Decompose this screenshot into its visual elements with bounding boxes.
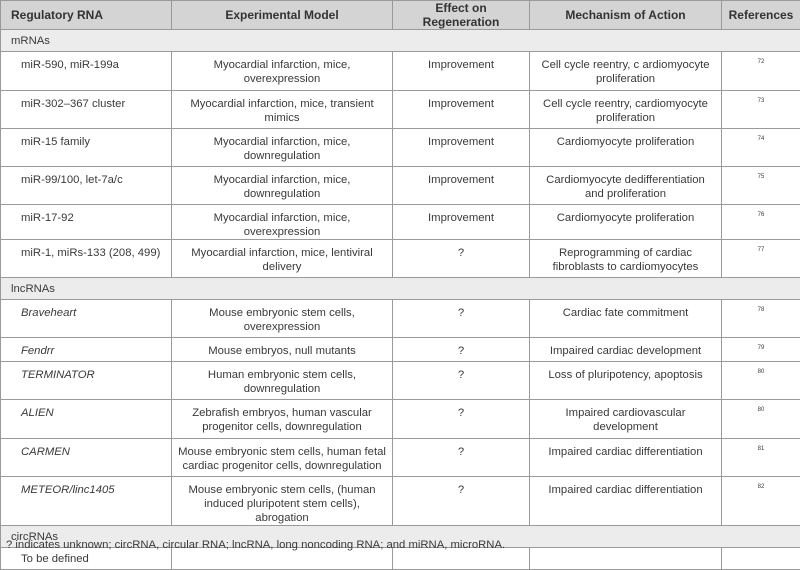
cell-mechanism (530, 548, 722, 570)
table-row (1, 338, 800, 362)
cell-reference: 77 (722, 240, 800, 278)
cell-effect: ? (393, 338, 530, 362)
header-references: References (722, 1, 800, 30)
cell-mechanism: Impaired cardiac development (530, 338, 722, 362)
cell-rna: Fendrr (1, 338, 172, 362)
cell-reference: 74 (722, 129, 800, 167)
section-title: mRNAs (1, 30, 800, 52)
table-row (1, 477, 800, 526)
section-row-mrnas (1, 30, 800, 52)
cell-rna: miR-590, miR-199a (1, 52, 172, 91)
cell-model: Myocardial infarction, mice, transient mimics (172, 91, 393, 129)
cell-effect: ? (393, 400, 530, 439)
cell-model: Myocardial infarction, mice, lentiviral delivery (172, 240, 393, 278)
cell-rna: miR-1, miRs-133 (208, 499) (1, 240, 172, 278)
cell-model: Zebrafish embryos, human vascular progenitor cells, downregulation (172, 400, 393, 439)
cell-reference: 82 (722, 477, 800, 526)
table-row (1, 362, 800, 400)
cell-rna: TERMINATOR (1, 362, 172, 400)
cell-effect: ? (393, 439, 530, 477)
cell-model: Myocardial infarction, mice, overexpression (172, 52, 393, 91)
cell-mechanism: Cardiomyocyte proliferation (530, 129, 722, 167)
cell-rna: miR-99/100, let-7a/c (1, 167, 172, 205)
table-row (1, 240, 800, 278)
cell-rna: ALIEN (1, 400, 172, 439)
cell-effect: Improvement (393, 167, 530, 205)
cell-rna: METEOR/linc1405 (1, 477, 172, 526)
cell-model: Mouse embryos, null mutants (172, 338, 393, 362)
cell-mechanism: Cell cycle reentry, c ardiomyocyte proliferation (530, 52, 722, 91)
cell-rna: miR-302–367 cluster (1, 91, 172, 129)
header-experimental-model: Experimental Model (172, 1, 393, 30)
cell-mechanism: Cardiomyocyte dedifferentiation and proliferation (530, 167, 722, 205)
cell-reference: 80 (722, 400, 800, 439)
cell-effect: Improvement (393, 129, 530, 167)
cell-model: Myocardial infarction, mice, overexpression (172, 205, 393, 240)
cell-mechanism: Cardiac fate commitment (530, 300, 722, 338)
header-row (1, 1, 800, 30)
section-title: circRNAs (1, 526, 800, 548)
cell-model: Human embryonic stem cells, downregulation (172, 362, 393, 400)
cell-mechanism: Reprogramming of cardiac fibroblasts to cardiomyocytes (530, 240, 722, 278)
table-footnote: ? indicates unknown; circRNA, circular RNA; lncRNA, long noncoding RNA; and miRNA, microRNA. (6, 539, 505, 551)
cell-model: Myocardial infarction, mice, downregulation (172, 129, 393, 167)
table-row (1, 91, 800, 129)
cell-effect: ? (393, 300, 530, 338)
cell-effect: Improvement (393, 52, 530, 91)
header-mechanism-of-action: Mechanism of Action (530, 1, 722, 30)
cell-reference: 75 (722, 167, 800, 205)
table-row (1, 400, 800, 439)
cell-effect: ? (393, 362, 530, 400)
cell-reference: 73 (722, 91, 800, 129)
cell-mechanism: Impaired cardiac differentiation (530, 439, 722, 477)
header-regulatory-rna: Regulatory RNA (1, 1, 172, 30)
table-row (1, 300, 800, 338)
cell-rna: Braveheart (1, 300, 172, 338)
table-row (1, 129, 800, 167)
cell-reference (722, 548, 800, 570)
cell-mechanism: Cell cycle reentry, cardiomyocyte proliferation (530, 91, 722, 129)
cell-rna: miR-15 family (1, 129, 172, 167)
cell-mechanism: Cardiomyocyte proliferation (530, 205, 722, 240)
cell-rna: CARMEN (1, 439, 172, 477)
cell-model: Mouse embryonic stem cells, human fetal cardiac progenitor cells, downregulation (172, 439, 393, 477)
cell-effect: Improvement (393, 91, 530, 129)
cell-effect: ? (393, 477, 530, 526)
section-row-lncrnas (1, 278, 800, 300)
cell-mechanism: Loss of pluripotency, apoptosis (530, 362, 722, 400)
header-effect-on-regeneration: Effect on Regeneration (393, 1, 530, 30)
cell-mechanism: Impaired cardiac differentiation (530, 477, 722, 526)
cell-mechanism: Impaired cardiovascular development (530, 400, 722, 439)
section-title: lncRNAs (1, 278, 800, 300)
cell-effect: Improvement (393, 205, 530, 240)
cell-reference: 79 (722, 338, 800, 362)
table-row (1, 52, 800, 91)
cell-effect: ? (393, 240, 530, 278)
cell-model: Myocardial infarction, mice, downregulation (172, 167, 393, 205)
table-row (1, 167, 800, 205)
table-row (1, 205, 800, 240)
cell-reference: 81 (722, 439, 800, 477)
cell-reference: 78 (722, 300, 800, 338)
cell-model: Mouse embryonic stem cells, overexpression (172, 300, 393, 338)
table-row (1, 439, 800, 477)
cell-reference: 76 (722, 205, 800, 240)
cell-reference: 80 (722, 362, 800, 400)
cell-rna: To be defined (1, 548, 172, 570)
cell-rna: miR-17-92 (1, 205, 172, 240)
cell-model: Mouse embryonic stem cells, (human induced pluripotent stem cells), abrogation (172, 477, 393, 526)
cell-reference: 72 (722, 52, 800, 91)
